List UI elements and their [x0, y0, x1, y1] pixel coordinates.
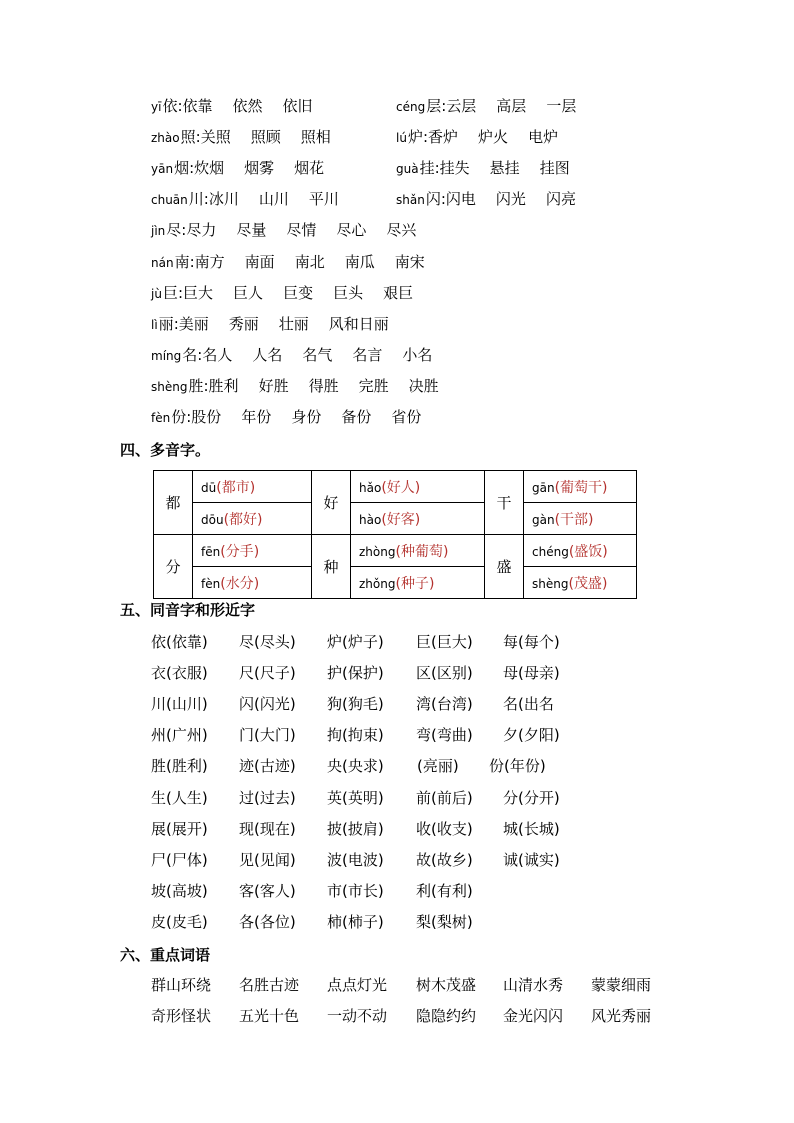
- word-list-row: [396, 125, 578, 149]
- reading-cell: [193, 471, 312, 503]
- homophone-item: 州(广州): [151, 726, 208, 745]
- homophone-item: 过(过去): [239, 788, 296, 807]
- word: 尽心: [336, 221, 367, 240]
- homophone-item: 狗(狗毛): [327, 695, 384, 714]
- word-list-row: [151, 125, 351, 149]
- word-list-row: [151, 218, 436, 242]
- colon: :: [197, 345, 203, 364]
- word: 艰巨: [383, 283, 414, 302]
- close-paren: ): [257, 511, 263, 528]
- open-paren: (: [220, 575, 226, 592]
- pinyin: nán: [151, 255, 174, 270]
- open-paren: (: [554, 511, 561, 528]
- homophone-item: 尽(尽头): [239, 633, 296, 651]
- head-char: 闪: [425, 190, 441, 209]
- word: 依然: [232, 97, 263, 115]
- colon: :: [189, 252, 195, 271]
- close-paren: ): [588, 511, 594, 528]
- head-char: 尽: [166, 221, 182, 240]
- word-list-row: [151, 405, 441, 429]
- word-list-row: [151, 343, 452, 367]
- word: 秀丽: [228, 314, 259, 333]
- word-list-row: [396, 156, 590, 180]
- homophone-item: 母(母亲): [503, 664, 560, 683]
- word-list-row: [151, 312, 409, 336]
- word: 人名: [252, 345, 283, 364]
- open-paren: (: [381, 479, 387, 496]
- open-paren: (: [381, 511, 387, 528]
- homophone-item: 城(长城): [503, 819, 560, 838]
- colon: :: [203, 376, 209, 395]
- pinyin: shèng: [151, 379, 188, 394]
- key-word: 点点灯光: [327, 976, 388, 994]
- head-char: 挂: [419, 159, 435, 178]
- homophone-item: 利(有利): [416, 881, 473, 900]
- pinyin: céng: [396, 100, 426, 114]
- section4-title: 四、多音字。: [120, 441, 211, 459]
- homophone-item: 波(电波): [327, 850, 384, 869]
- colon: :: [177, 283, 184, 302]
- homophone-item: (亮丽): [417, 757, 459, 776]
- poly-char: 好: [312, 471, 351, 535]
- homophone-item: 现(现在): [239, 819, 296, 838]
- reading-example: 都好: [229, 511, 258, 528]
- colon: :: [189, 159, 195, 178]
- homophone-item: 门(大门): [239, 726, 296, 745]
- reading-example: 好客: [386, 511, 415, 528]
- pinyin: fèn: [151, 411, 171, 425]
- homophone-item: 市(市长): [327, 881, 384, 900]
- colon: :: [440, 190, 446, 209]
- reading-pinyin: zhǒng: [359, 576, 396, 591]
- word: 云层: [446, 97, 477, 115]
- colon: :: [181, 221, 187, 240]
- pinyin: lì: [151, 317, 158, 332]
- close-paren: ): [253, 543, 260, 560]
- colon: :: [177, 97, 183, 115]
- word: 山川: [258, 190, 289, 209]
- homophone-item: 份(年份): [489, 757, 546, 776]
- reading-pinyin: chéng: [532, 544, 569, 559]
- pinyin: guà: [396, 162, 419, 177]
- close-paren: ): [414, 511, 421, 528]
- word: 电炉: [528, 128, 559, 147]
- word-list-row: [151, 281, 433, 305]
- poly-char: 盛: [485, 535, 524, 599]
- word: 南宋: [394, 252, 425, 271]
- word: 名气: [302, 345, 333, 364]
- word: 烟花: [294, 159, 325, 178]
- word: 小名: [402, 345, 433, 364]
- homophone-item: 拘(拘束): [327, 726, 384, 745]
- colon: :: [186, 408, 192, 426]
- word: 香炉: [428, 128, 459, 147]
- word: 巨大: [183, 283, 214, 302]
- poly-char: 种: [312, 535, 351, 599]
- word: 完胜: [358, 376, 389, 395]
- reading-cell: [524, 503, 637, 535]
- word: 名人: [202, 345, 233, 364]
- word: 美丽: [178, 314, 209, 333]
- head-char: 份: [171, 408, 187, 426]
- pinyin: yī: [151, 100, 162, 114]
- colon: :: [203, 190, 209, 209]
- close-paren: ): [428, 575, 435, 592]
- pinyin: míng: [151, 348, 182, 363]
- word-list-row: [151, 94, 333, 118]
- open-paren: (: [568, 543, 575, 560]
- word: 照相: [300, 128, 331, 147]
- pinyin: yān: [151, 162, 174, 177]
- word: 闪亮: [545, 190, 576, 209]
- homophone-item: 闪(闪光): [239, 695, 296, 714]
- open-paren: (: [554, 479, 561, 496]
- open-paren: (: [220, 543, 226, 560]
- reading-pinyin: hào: [359, 512, 382, 527]
- polyphonic-table: [153, 470, 637, 599]
- reading-pinyin: zhòng: [359, 544, 396, 559]
- word: 依旧: [282, 97, 313, 115]
- homophone-item: 护(保护): [327, 664, 384, 683]
- word: 决胜: [408, 376, 439, 395]
- word: 尽力: [186, 221, 217, 240]
- table-row: [154, 535, 637, 567]
- word: 平川: [308, 190, 339, 209]
- open-paren: (: [395, 575, 401, 592]
- homophone-item: 尺(尺子): [239, 664, 296, 683]
- word: 悬挂: [489, 159, 520, 178]
- word: 照顾: [250, 128, 281, 147]
- word: 胜利: [208, 376, 239, 395]
- head-char: 巨: [162, 283, 178, 302]
- word: 冰川: [208, 190, 239, 209]
- word: 一层: [546, 97, 577, 115]
- close-paren: ): [253, 575, 260, 592]
- reading-pinyin: shèng: [532, 576, 569, 591]
- word: 巨人: [233, 283, 264, 302]
- homophone-item: 诚(诚实): [503, 850, 560, 869]
- word: 炉火: [478, 128, 509, 147]
- head-char: 依: [162, 97, 178, 115]
- key-word: 群山环绕: [151, 976, 212, 994]
- key-word: 树木茂盛: [416, 976, 477, 994]
- open-paren: (: [216, 479, 222, 496]
- reading-example: 种子: [400, 575, 429, 592]
- head-char: 炉: [407, 128, 423, 147]
- word: 股份: [191, 408, 222, 426]
- word: 年份: [241, 408, 272, 426]
- reading-pinyin: dōu: [201, 512, 224, 527]
- word: 南方: [194, 252, 225, 271]
- reading-pinyin: gàn: [532, 512, 555, 527]
- word: 备份: [341, 408, 372, 426]
- open-paren: (: [568, 575, 574, 592]
- close-paren: ): [602, 543, 608, 560]
- word-list-row: [151, 374, 459, 398]
- homophone-item: 生(人生): [151, 788, 208, 807]
- homophone-item: 弯(弯曲): [416, 726, 473, 745]
- word: 得胜: [308, 376, 339, 395]
- key-word: 风光秀丽: [591, 1007, 652, 1025]
- word: 炊烟: [194, 159, 225, 178]
- reading-example: 种葡萄: [400, 543, 443, 560]
- table-row: [154, 503, 637, 535]
- key-word: 奇形怪状: [151, 1007, 212, 1025]
- homophone-item: 前(前后): [416, 788, 473, 807]
- reading-pinyin: gān: [532, 480, 555, 495]
- pinyin: chuān: [151, 193, 188, 208]
- key-word: 金光闪闪: [503, 1007, 564, 1025]
- homophone-item: 柿(柿子): [327, 912, 384, 931]
- reading-cell: [351, 567, 485, 599]
- reading-pinyin: fèn: [201, 576, 221, 591]
- homophone-item: 客(客人): [239, 881, 296, 900]
- homophone-item: 每(每个): [503, 633, 560, 651]
- homophone-item: 英(英明): [327, 788, 384, 807]
- table-row: [154, 471, 637, 503]
- close-paren: ): [602, 479, 608, 496]
- close-paren: ): [249, 479, 256, 496]
- head-char: 南: [174, 252, 190, 271]
- close-paren: ): [442, 543, 449, 560]
- homophone-item: 夕(夕阳): [503, 726, 560, 745]
- word: 省份: [391, 408, 422, 426]
- word: 风和日丽: [328, 314, 389, 333]
- pinyin: jìn: [151, 224, 166, 239]
- word: 南瓜: [344, 252, 375, 271]
- homophone-item: 炉(炉子): [327, 633, 384, 651]
- word: 尽兴: [386, 221, 417, 240]
- reading-example: 分手: [225, 543, 254, 560]
- pinyin: jù: [151, 286, 162, 301]
- pinyin: zhào: [151, 131, 180, 146]
- head-char: 丽: [158, 314, 174, 333]
- reading-example: 干部: [560, 511, 589, 528]
- word: 身份: [291, 408, 322, 426]
- word-list-row: [396, 94, 596, 118]
- key-word: 一动不动: [327, 1007, 388, 1025]
- homophone-item: 坡(高坡): [151, 881, 208, 900]
- homophone-item: 披(披肩): [327, 819, 384, 838]
- word: 高层: [496, 97, 527, 115]
- key-word: 名胜古迹: [239, 976, 300, 994]
- word: 巨头: [333, 283, 364, 302]
- reading-cell: [351, 503, 485, 535]
- section6-title: 六、重点词语: [120, 946, 211, 964]
- word-list-row: [396, 187, 596, 211]
- reading-example: 水分: [225, 575, 254, 592]
- head-char: 层: [426, 97, 442, 115]
- homophone-item: 梨(梨树): [416, 912, 473, 931]
- reading-example: 都市: [221, 479, 250, 496]
- word: 巨变: [283, 283, 314, 302]
- word: 壮丽: [278, 314, 309, 333]
- reading-example: 茂盛: [573, 575, 602, 592]
- reading-cell: [351, 535, 485, 567]
- reading-example: 葡萄干: [560, 479, 603, 496]
- homophone-item: 名(出名: [503, 695, 554, 714]
- close-paren: ): [414, 479, 421, 496]
- homophone-item: 见(见闻): [239, 850, 296, 869]
- poly-char: 干: [485, 471, 524, 535]
- reading-example: 好人: [386, 479, 415, 496]
- reading-cell: [351, 471, 485, 503]
- homophone-item: 各(各位): [239, 912, 296, 931]
- word: 闪光: [495, 190, 526, 209]
- word: 尽情: [286, 221, 317, 240]
- word: 好胜: [258, 376, 289, 395]
- word-list-row: [151, 187, 359, 211]
- reading-cell: [193, 567, 312, 599]
- close-paren: ): [601, 575, 608, 592]
- reading-pinyin: fēn: [201, 544, 221, 559]
- word: 南北: [294, 252, 325, 271]
- reading-cell: [193, 503, 312, 535]
- word: 依靠: [182, 97, 213, 115]
- colon: :: [441, 97, 447, 115]
- table-row: [154, 567, 637, 599]
- head-char: 川: [188, 190, 204, 209]
- homophone-item: 皮(皮毛): [151, 912, 208, 931]
- key-word: 隐隐约约: [416, 1007, 477, 1025]
- word: 挂失: [439, 159, 470, 178]
- homophone-item: 收(收支): [416, 819, 473, 838]
- poly-char: 都: [154, 471, 193, 535]
- open-paren: (: [395, 543, 401, 560]
- pinyin: lú: [396, 131, 407, 146]
- head-char: 名: [182, 345, 198, 364]
- reading-pinyin: hǎo: [359, 480, 382, 495]
- word: 挂图: [539, 159, 570, 178]
- section5-title: 五、同音字和形近字: [120, 601, 256, 619]
- word: 尽量: [236, 221, 267, 240]
- homophone-item: 胜(胜利): [151, 757, 208, 776]
- reading-pinyin: dū: [201, 480, 217, 495]
- reading-example: 盛饭: [574, 543, 603, 560]
- homophone-item: 湾(台湾): [416, 695, 473, 714]
- reading-cell: [524, 535, 637, 567]
- reading-cell: [524, 471, 637, 503]
- word-list-row: [151, 156, 344, 180]
- homophone-item: 川(山川): [151, 695, 208, 714]
- word: 名言: [352, 345, 383, 364]
- colon: :: [434, 159, 440, 178]
- reading-cell: [193, 535, 312, 567]
- colon: :: [173, 314, 179, 333]
- reading-cell: [524, 567, 637, 599]
- key-word: 蒙蒙细雨: [591, 976, 652, 994]
- homophone-item: 区(区别): [416, 664, 473, 683]
- word-list-row: [151, 250, 445, 274]
- homophone-item: 央(央求): [327, 757, 384, 776]
- head-char: 胜: [188, 376, 204, 395]
- homophone-item: 故(故乡): [416, 850, 473, 869]
- homophone-item: 巨(巨大): [416, 633, 473, 651]
- key-word: 山清水秀: [503, 976, 564, 994]
- pinyin: shǎn: [396, 193, 425, 208]
- colon: :: [422, 128, 429, 147]
- homophone-item: 衣(衣服): [151, 664, 208, 683]
- key-word: 五光十色: [239, 1007, 300, 1025]
- head-char: 烟: [174, 159, 190, 178]
- homophone-item: 尸(尸体): [151, 850, 208, 869]
- open-paren: (: [223, 511, 230, 528]
- word: 南面: [244, 252, 275, 271]
- head-char: 照: [180, 128, 196, 147]
- homophone-item: 展(展开): [151, 819, 208, 838]
- poly-char: 分: [154, 535, 193, 599]
- word: 烟雾: [244, 159, 275, 178]
- homophone-item: 迹(古迹): [239, 757, 296, 776]
- word: 闪电: [445, 190, 476, 209]
- colon: :: [195, 128, 201, 147]
- homophone-item: 分(分开): [503, 788, 560, 807]
- word: 关照: [200, 128, 231, 147]
- homophone-item: 依(依靠): [151, 633, 208, 651]
